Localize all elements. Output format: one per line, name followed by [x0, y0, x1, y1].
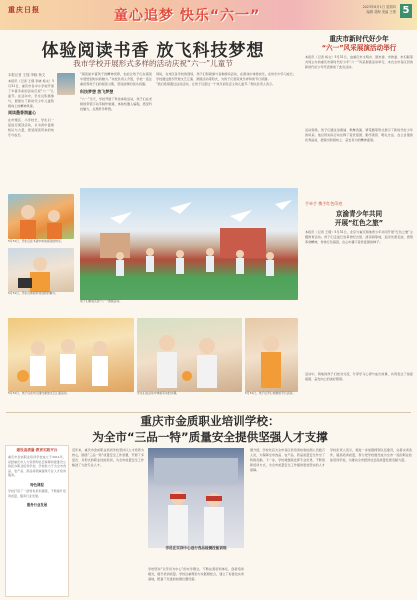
- caption-photo6: 5月31日，孩子们开心地参加节日活动。: [245, 391, 296, 395]
- photo-science-figures: [8, 248, 74, 292]
- main-col1-text2: 在市辖区、小学校长，学生们一起进行阅读活动，从书香中汲取知识与力量，感受阅读带来的快乐与成长。: [8, 118, 54, 138]
- page-header: [0, 0, 417, 30]
- photo-festival: [245, 318, 298, 392]
- bottom-col-a: 近年来，重庆市金质职业培训学校坚持以人才培养为核心，围绕“三品一特”质量安全工作需要，开展了多层次、多形式的职业技能培训，为全市质量安全工作输送了大批专业人才。: [72, 448, 144, 467]
- right-article-2-text: 本报讯（记者 王翔）5月31日，北京与重庆两地青少年共同开展“红色之旅”主题教育活动。孩子们走进红岩革命纪念馆、渣滓洞等地，追寻先辈足迹，感悟革命精神，传承红色基因，在心中播下爱党爱国的种子。: [305, 230, 413, 244]
- main-col2-text2: “六一”当天，学校开展了科技体验活动，孩子们在老师的带领下动手制作航模、体验机器人编程，感受科技魅力，点燃科学梦想。: [80, 96, 152, 111]
- right-headline-2-line2: 开展“红色之旅”: [334, 219, 384, 227]
- caption-photo5: 学生们在活动中体验劳动的乐趣。: [137, 391, 179, 395]
- main-col1-text: 本报讯（记者 王翔 李晓 杨文）5月31日，重庆市各中小学校开展了丰富多彩的活动庆祝“六一”儿童节。在活动中，学生们积极参与，展现出了新时代少年儿童积极向上的精神风貌。: [8, 79, 54, 108]
- main-col2-text: “阅读能丰富孩子的精神世界，也能让孩子们在阅读中感悟到知识的魅力。”该校负责人介绍，学校一直注重培养孩子们的阅读习惯，营造浓厚的读书氛围。: [80, 72, 152, 86]
- section-banner: 童心追梦 快乐“六一”: [114, 8, 261, 24]
- right-article-2-text2: 活动中，两地的孩子们结对交流，分享学习心得与成长故事，共同表达了热爱祖国、奋发向上的美好愿望。: [305, 372, 413, 381]
- photo-training: [148, 448, 244, 548]
- main-col3-text2: “我们希望通过这些活动，让孩子们度过一个快乐而有意义的儿童节。”相关负责人表示。: [156, 81, 276, 86]
- main-col1-section: 阅读墨香润童心: [8, 110, 36, 116]
- caption-photo2: 5月31日，学生们体验科技创新的魅力。: [8, 291, 59, 295]
- right-article-1-text2: 活动现场，孩子们通过诗朗诵、歌舞表演、情景剧等形式展示了新时代好少年的风采。他们用实际行动诠释了爱党爱国、勤学善思、明礼守法、自立自强的优秀品质，展现出积极向上、奋发有为的精神面貌。: [305, 128, 413, 142]
- photo-training-scene: [148, 448, 244, 548]
- caption-photo1: 5月31日，学生们在书香中体验阅读的快乐。: [8, 239, 64, 243]
- sidebar-text: 重庆市金质职业培训学校成立于2011年，是经重庆市人力资源和社会保障局批准设立的民办职业培训学校，学校致力于为全市食品、农产品、药品等领域提供专业人才培训服务。: [8, 455, 66, 478]
- main-col-2: [80, 72, 152, 197]
- photo-festival-figures: [245, 318, 298, 392]
- main-headline: 体验阅读书香 放飞科技梦想: [41, 41, 265, 61]
- sidebar-title: 建设高质量·教育实践平台: [16, 448, 58, 452]
- sidebar-text-2: 学校打造了一批特色培训课程，不断提升培训质量，服务行业发展。: [8, 488, 66, 498]
- photo-performance-figures: [8, 318, 134, 392]
- right-headline-1-line1: 重庆市新时代好少年: [329, 35, 389, 43]
- sidebar-heading-1: 特色课程: [30, 482, 44, 487]
- right-headline-2: [305, 210, 413, 228]
- photo-crafts: [137, 318, 242, 392]
- bottom-headline-line2: 为全市“三品一特”质量安全提供坚强人才支撑: [92, 430, 328, 444]
- right-headline-1: [305, 35, 413, 53]
- photo-paper-planes: [80, 188, 298, 300]
- bottom-photo-caption: 学员在实训中心进行食品检测技能训练: [165, 546, 227, 550]
- photo-paper-planes-scene: [80, 188, 298, 300]
- photo-reading: [8, 194, 74, 239]
- right-headline-1-line2: “六一”风采展演活动举行: [321, 44, 397, 52]
- bottom-col-b: 学校坚持“以学员为中心”的办学理念，不断完善培训体系，创新培训模式，提升培训质量。学校注重理论与实践相结合，建立了标准化实训基地，配备了先进的检测仪器设备。: [148, 567, 244, 581]
- issue-date: 2023年6月1日 星期四: [362, 5, 396, 9]
- newspaper-logo: 重庆日报: [8, 5, 40, 14]
- main-col3-text: 同时，在市区各学校的现场，孩子们积极参与各种游戏活动，在游戏中体验快乐，在快乐中学习成长。学校通过组织开展文艺汇演、游园活动等形式，为孩子们营造欢乐祥和的节日氛围。: [156, 72, 296, 81]
- byline: 本报记者 王翔 李晓 杨文: [8, 73, 46, 77]
- page-number: 5: [400, 4, 412, 18]
- main-col2-section: 科技梦想 放飞梦想: [80, 88, 114, 94]
- issue-meta: [318, 5, 396, 14]
- main-photo-small: [57, 73, 75, 95]
- issue-editor: 编辑 胡海 美编 王维: [366, 9, 396, 14]
- main-subhead: 我市学校开展形式多样的活动庆祝“六一”儿童节: [73, 59, 233, 68]
- bottom-sidebar: [5, 445, 69, 597]
- right-headline-2-line1: 京渝青少年共同: [335, 210, 383, 218]
- bottom-col-d: 学校负责人表示，将进一步加强师资队伍建设，完善实训条件，提高培训质量，努力把学校建设成为全市一流的职业技能培训学校，为推动全市经济社会高质量发展贡献力量。: [330, 448, 412, 462]
- bottom-headline-line1: 重庆市金质职业培训学校：: [140, 414, 280, 428]
- photo-science: [8, 248, 74, 292]
- caption-photo3: 孩子们参加庆祝“六一”游园活动。: [80, 299, 123, 303]
- photo-performance: [8, 318, 134, 392]
- right-article-1-text: 本报讯（记者 杨文）5月31日，由重庆市文明办、团市委、市教委、市妇联等共同主办的重庆市新时代好少年“六一”风采展演活动举行，来自全市各区县的新时代好少年代表参加了此次活动。: [305, 55, 413, 69]
- main-col-1: [8, 72, 54, 197]
- main-col-3: [156, 72, 296, 152]
- caption-photo4: 5月31日，孩子们在幼儿园内参加文艺汇演活动。: [8, 391, 70, 395]
- sidebar-heading-2: 服务行业发展: [26, 503, 48, 508]
- right-kicker: 手牵手 携手红色印迹: [305, 201, 343, 206]
- photo-crafts-figures: [137, 318, 242, 392]
- photo-reading-figures: [8, 194, 74, 239]
- bottom-col-c: 据介绍，学校先后为全市各区县培训检验检测人员数万人次，为保障全市食品、农产品、药品质量安全作出了积极贡献。下一步，学校将继续发挥专业优势，不断创新培训方式，为全市质量安全工作提供更加坚实的人才保障。: [250, 448, 325, 472]
